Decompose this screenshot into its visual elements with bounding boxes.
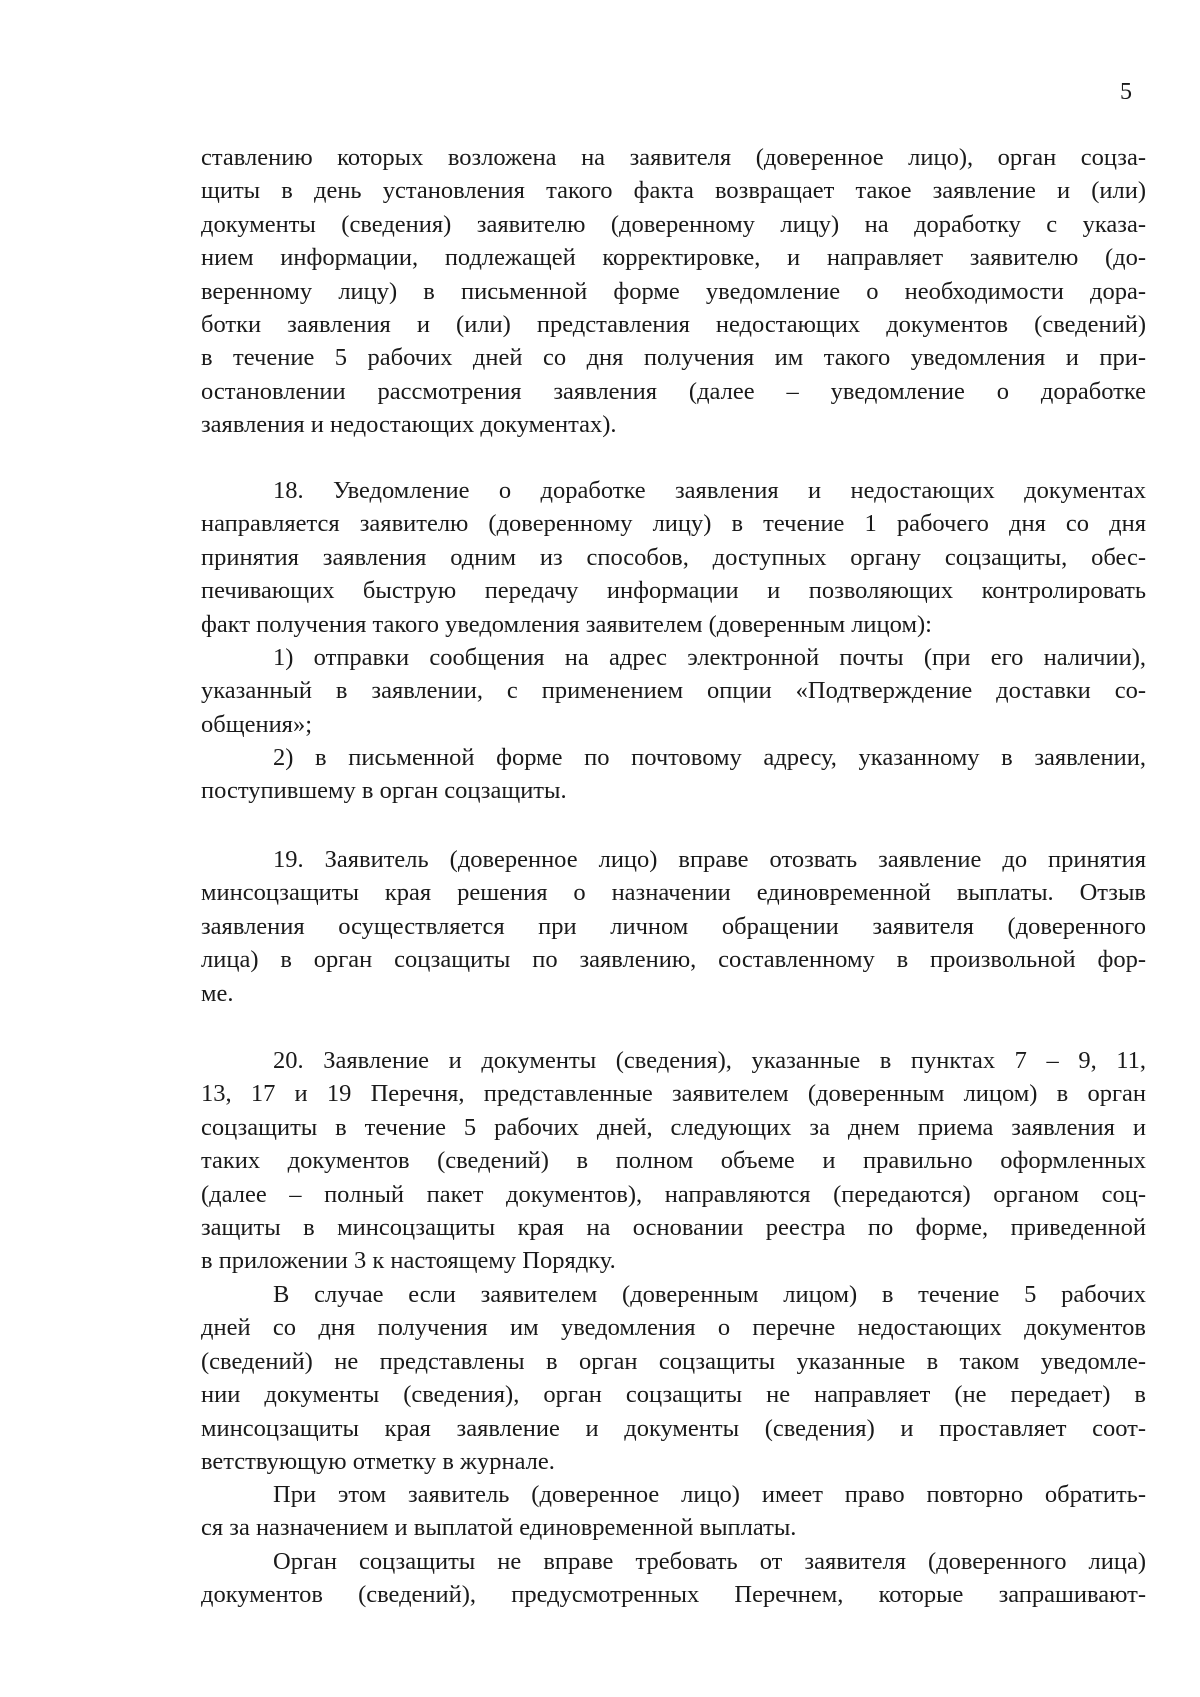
paragraph-20 [201, 1044, 1146, 1278]
text-line: остановлении рассмотрения заявления (далее – уведомление о доработке [201, 377, 1146, 405]
text-line: заявления и недостающих документах). [201, 411, 617, 439]
page-number: 5 [1120, 79, 1132, 105]
text-line: лица) в орган соцзащиты по заявлению, составленному в произвольной фор- [201, 946, 1146, 974]
text-line: поступившему в орган соцзащиты. [201, 777, 567, 805]
text-line: таких документов (сведений) в полном объеме и правильно оформленных [201, 1147, 1146, 1175]
text-line: 18. Уведомление о доработке заявления и недостающих документах [273, 477, 1146, 504]
text-line: печивающих быструю передачу информации и позволяющих контролировать [201, 577, 1146, 605]
text-line: документы (сведения) заявителю (доверенному лицу) на доработку с указа- [201, 210, 1146, 238]
text-line: указанный в заявлении, с применением опции «Подтверждение доставки со- [201, 677, 1146, 705]
text-line: веренному лицу) в письменной форме уведомление о необходимости дора- [201, 277, 1146, 305]
text-line: 1) отправки сообщения на адрес электронной почты (при его наличии), [273, 644, 1146, 671]
text-line: общения»; [201, 710, 313, 738]
text-line: (сведений) не представлены в орган соцзащиты указанные в таком уведомле- [201, 1347, 1146, 1375]
paragraph-20-part-4 [201, 1545, 1146, 1612]
text-line: документов (сведений), предусмотренных Перечнем, которые запрашивают- [201, 1581, 1146, 1609]
paragraph-18-item-2 [201, 741, 1146, 808]
text-line: щиты в день установления такого факта возвращает такое заявление и (или) [201, 177, 1146, 205]
text-line: 13, 17 и 19 Перечня, представленные заявителем (доверенным лицом) в орган [201, 1080, 1146, 1108]
text-line: защиты в минсоцзащиты края на основании реестра по форме, приведенной [201, 1213, 1146, 1241]
text-line: (далее – полный пакет документов), направляются (передаются) органом соц- [201, 1180, 1146, 1208]
text-line: направляется заявителю (доверенному лицу) в течение 1 рабочего дня со дня [201, 510, 1146, 538]
text-line: минсоцзащиты края заявление и документы (сведения) и проставляет соот- [201, 1414, 1146, 1442]
paragraph-18 [201, 474, 1146, 641]
text-line: заявления осуществляется при личном обращении заявителя (доверенного [201, 912, 1146, 940]
text-line: нии документы (сведения), орган соцзащиты не направляет (не передает) в [201, 1381, 1146, 1409]
paragraph-continuation [201, 141, 1146, 442]
paragraph-20-part-2 [201, 1278, 1146, 1478]
text-line: ветствующую отметку в журнале. [201, 1447, 555, 1475]
text-line: При этом заявитель (доверенное лицо) имеет право повторно обратить- [273, 1481, 1146, 1508]
text-line: соцзащиты в течение 5 рабочих дней, следующих за днем приема заявления и [201, 1113, 1146, 1141]
text-line: ставлению которых возложена на заявителя (доверенное лицо), орган соцза- [201, 144, 1146, 171]
text-line: в приложении 3 к настоящему Порядку. [201, 1247, 616, 1275]
text-line: дней со дня получения им уведомления о перечне недостающих документов [201, 1314, 1146, 1342]
text-line: ботки заявления и (или) представления недостающих документов (сведений) [201, 310, 1146, 338]
text-line: принятия заявления одним из способов, доступных органу соцзащиты, обес- [201, 543, 1146, 571]
text-line: 19. Заявитель (доверенное лицо) вправе отозвать заявление до принятия [273, 846, 1146, 873]
text-line: нием информации, подлежащей корректировке, и направляет заявителю (до- [201, 244, 1146, 272]
paragraph-20-part-3 [201, 1478, 1146, 1545]
paragraph-19 [201, 843, 1146, 1010]
text-line: 2) в письменной форме по почтовому адресу, указанному в заявлении, [273, 744, 1146, 771]
text-line: факт получения такого уведомления заявителем (доверенным лицом): [201, 610, 932, 638]
text-line: В случае если заявителем (доверенным лицом) в течение 5 рабочих [273, 1281, 1146, 1308]
text-line: Орган соцзащиты не вправе требовать от заявителя (доверенного лица) [273, 1548, 1146, 1575]
text-line: минсоцзащиты края решения о назначении единовременной выплаты. Отзыв [201, 879, 1146, 907]
text-line: в течение 5 рабочих дней со дня получения им такого уведомления и при- [201, 344, 1146, 372]
text-line: ме. [201, 979, 234, 1007]
paragraph-18-item-1 [201, 641, 1146, 741]
text-line: 20. Заявление и документы (сведения), указанные в пунктах 7 – 9, 11, [273, 1047, 1146, 1074]
text-line: ся за назначением и выплатой единовременной выплаты. [201, 1514, 797, 1542]
